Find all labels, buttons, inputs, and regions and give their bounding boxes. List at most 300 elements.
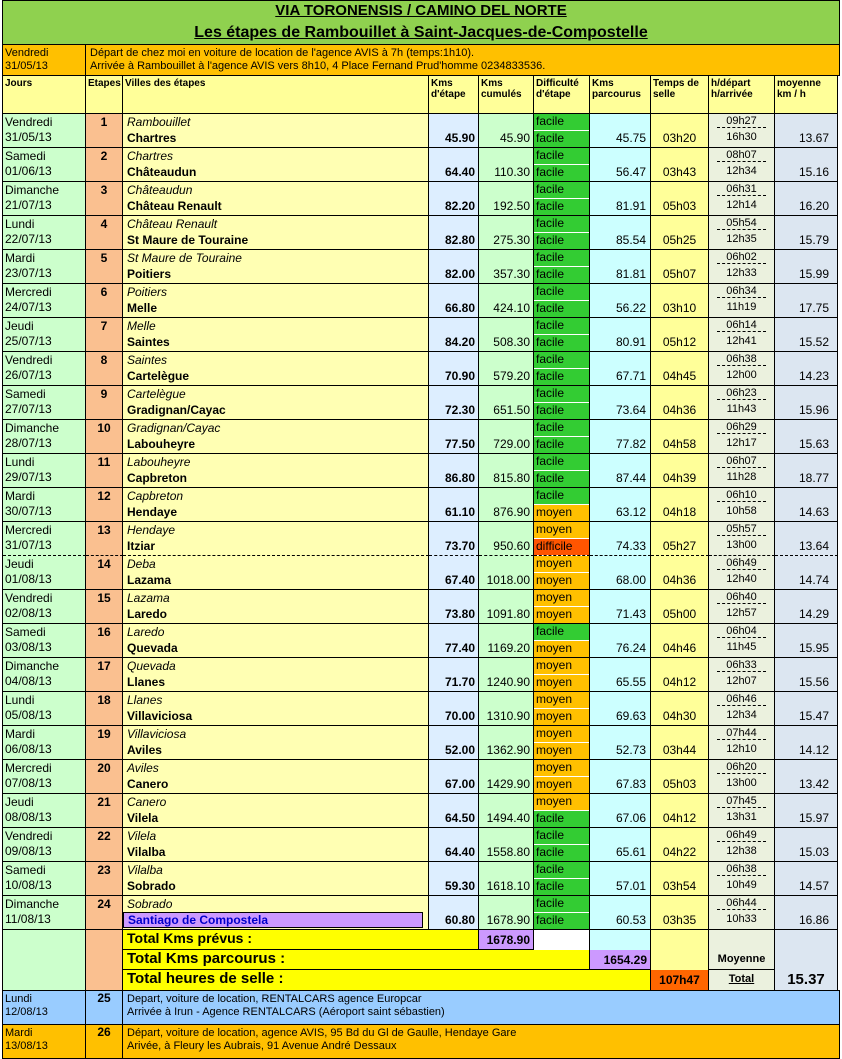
difficulty-badge: moyen bbox=[534, 658, 589, 674]
stage-row bbox=[2, 896, 840, 930]
return-text bbox=[123, 991, 840, 1025]
stage-hours bbox=[709, 726, 775, 760]
totals-blank bbox=[590, 930, 651, 950]
intro-day-cell bbox=[3, 45, 86, 75]
difficulty-badge: facile bbox=[534, 182, 589, 198]
difficulty-badge: facile bbox=[534, 369, 589, 385]
difficulty-badge: facile bbox=[534, 879, 589, 895]
stage-to: Santiago de Compostela bbox=[123, 912, 423, 928]
stage-difficulty bbox=[534, 862, 590, 896]
stage-temps-selle: 04h46 bbox=[651, 624, 709, 658]
stage-to: Vilela bbox=[127, 811, 159, 825]
stage-to: Sobrado bbox=[127, 879, 176, 893]
stage-km: 70.90 bbox=[429, 352, 479, 386]
stage-date: 07/08/13 bbox=[5, 776, 52, 790]
stage-km-cumul: 876.90 bbox=[479, 488, 534, 522]
stage-average: 14.63 bbox=[775, 488, 838, 522]
stage-temps-selle: 03h10 bbox=[651, 284, 709, 318]
stage-hours bbox=[709, 352, 775, 386]
stage-temps-selle: 04h36 bbox=[651, 556, 709, 590]
stage-day-cell bbox=[3, 692, 86, 726]
stage-to: Itziar bbox=[127, 539, 156, 553]
intro-text-cell bbox=[86, 45, 839, 75]
stage-km-parcourus: 67.06 bbox=[590, 794, 651, 828]
stage-number: 8 bbox=[86, 352, 123, 386]
stage-from: St Maure de Touraine bbox=[127, 251, 242, 265]
difficulty-badge: facile bbox=[534, 335, 589, 351]
stage-day: Vendredi bbox=[5, 591, 53, 605]
stage-km-parcourus: 87.44 bbox=[590, 454, 651, 488]
stage-departure: 06h23 bbox=[717, 387, 766, 400]
stage-row bbox=[2, 250, 840, 284]
moyenne-label: Moyenne bbox=[709, 950, 775, 970]
stage-number: 21 bbox=[86, 794, 123, 828]
total-kms-prevus-label: Total Kms prévus : bbox=[123, 930, 479, 950]
stage-arrival: 12h14 bbox=[726, 199, 757, 211]
stage-km-parcourus: 45.75 bbox=[590, 114, 651, 148]
stage-km: 86.80 bbox=[429, 454, 479, 488]
stage-day: Samedi bbox=[5, 387, 46, 401]
stage-day: Dimanche bbox=[5, 183, 60, 197]
stage-number: 19 bbox=[86, 726, 123, 760]
stage-day-cell bbox=[3, 114, 86, 148]
stage-hours bbox=[709, 828, 775, 862]
stage-temps-selle: 04h30 bbox=[651, 692, 709, 726]
stage-km-cumul: 1494.40 bbox=[479, 794, 534, 828]
stage-date: 26/07/13 bbox=[5, 368, 52, 382]
stage-cities bbox=[123, 692, 429, 726]
stage-temps-selle: 05h25 bbox=[651, 216, 709, 250]
stage-date: 27/07/13 bbox=[5, 402, 52, 416]
stage-arrival: 12h00 bbox=[726, 369, 757, 381]
return-number: 26 bbox=[86, 1025, 123, 1059]
stage-temps-selle: 03h54 bbox=[651, 862, 709, 896]
stage-to: Llanes bbox=[127, 675, 166, 689]
return-date: 12/08/13 bbox=[5, 1006, 48, 1018]
stage-cities bbox=[123, 386, 429, 420]
stage-km-cumul: 1678.90 bbox=[479, 896, 534, 930]
difficulty-badge: facile bbox=[534, 386, 589, 402]
stage-date: 11/08/13 bbox=[5, 912, 51, 926]
stage-cities bbox=[123, 148, 429, 182]
difficulty-badge: moyen bbox=[534, 760, 589, 776]
stage-average: 15.16 bbox=[775, 148, 838, 182]
stage-to: Aviles bbox=[127, 743, 162, 757]
difficulty-badge: facile bbox=[534, 216, 589, 232]
stage-day: Dimanche bbox=[5, 897, 60, 911]
stage-km: 77.40 bbox=[429, 624, 479, 658]
stage-arrival: 11h43 bbox=[726, 403, 757, 415]
stage-km: 64.40 bbox=[429, 148, 479, 182]
stage-arrival: 16h30 bbox=[726, 131, 757, 143]
itinerary-sheet bbox=[2, 0, 840, 1059]
difficulty-badge: moyen bbox=[534, 573, 589, 589]
stage-temps-selle: 05h03 bbox=[651, 182, 709, 216]
difficulty-badge: moyen bbox=[534, 641, 589, 657]
stage-day-cell bbox=[3, 862, 86, 896]
stage-km: 72.30 bbox=[429, 386, 479, 420]
stage-departure: 06h44 bbox=[717, 897, 766, 910]
stage-km-cumul: 192.50 bbox=[479, 182, 534, 216]
difficulty-badge: moyen bbox=[534, 607, 589, 623]
stage-km-cumul: 508.30 bbox=[479, 318, 534, 352]
header-jours: Jours bbox=[3, 76, 86, 114]
stage-difficulty bbox=[534, 760, 590, 794]
difficulty-badge: moyen bbox=[534, 709, 589, 725]
stage-departure: 06h14 bbox=[717, 319, 766, 332]
stage-difficulty bbox=[534, 114, 590, 148]
stage-day-cell bbox=[3, 556, 86, 590]
stage-to: Laredo bbox=[127, 607, 168, 621]
stage-day-cell bbox=[3, 760, 86, 794]
stage-departure: 06h49 bbox=[717, 557, 766, 570]
stage-from: Cartelègue bbox=[127, 387, 186, 401]
stage-average: 14.57 bbox=[775, 862, 838, 896]
totals-blank bbox=[651, 930, 709, 950]
stage-from: Labouheyre bbox=[127, 455, 191, 469]
stage-arrival: 13h00 bbox=[726, 777, 757, 789]
stage-day: Mercredi bbox=[5, 285, 52, 299]
stage-date: 03/08/13 bbox=[5, 640, 52, 654]
stage-day: Samedi bbox=[5, 149, 46, 163]
stage-departure: 06h34 bbox=[717, 285, 766, 298]
stage-from: Chartres bbox=[127, 149, 174, 163]
difficulty-badge: moyen bbox=[534, 505, 589, 521]
stage-from: Vilela bbox=[127, 829, 157, 843]
stage-hours bbox=[709, 284, 775, 318]
stage-day-cell bbox=[3, 454, 86, 488]
stage-row bbox=[2, 726, 840, 760]
stage-km-cumul: 651.50 bbox=[479, 386, 534, 420]
stage-day: Jeudi bbox=[5, 795, 34, 809]
stage-km-cumul: 1240.90 bbox=[479, 658, 534, 692]
return-line2: Arrivée à Irun - Agence RENTALCARS (Aéroport saint sébastien) bbox=[127, 1006, 445, 1018]
stage-day-cell bbox=[3, 318, 86, 352]
stage-km-cumul: 1558.80 bbox=[479, 828, 534, 862]
stage-km: 64.50 bbox=[429, 794, 479, 828]
stage-cities bbox=[123, 250, 429, 284]
stage-departure: 06h46 bbox=[717, 693, 766, 706]
difficulty-badge: facile bbox=[534, 403, 589, 419]
stage-to: Vilalba bbox=[127, 845, 166, 859]
return-line2: Arivée, à Fleury les Aubrais, 91 Avenue André Dessaux bbox=[127, 1040, 397, 1052]
stage-temps-selle: 03h43 bbox=[651, 148, 709, 182]
stage-date: 24/07/13 bbox=[5, 300, 52, 314]
header-etapes: Etapes bbox=[86, 76, 123, 114]
stage-km: 73.70 bbox=[429, 522, 479, 556]
stage-day-cell bbox=[3, 794, 86, 828]
stage-cities bbox=[123, 522, 429, 556]
totals-blank bbox=[651, 950, 709, 970]
stage-temps-selle: 05h12 bbox=[651, 318, 709, 352]
stage-day-cell bbox=[3, 828, 86, 862]
stage-km: 64.40 bbox=[429, 828, 479, 862]
stage-departure: 06h31 bbox=[717, 183, 766, 196]
stage-km-parcourus: 77.82 bbox=[590, 420, 651, 454]
stage-cities bbox=[123, 114, 429, 148]
stage-departure: 08h07 bbox=[717, 149, 766, 162]
stage-arrival: 11h28 bbox=[726, 471, 757, 483]
stage-average: 15.03 bbox=[775, 828, 838, 862]
stage-arrival: 12h34 bbox=[726, 165, 757, 177]
stage-cities bbox=[123, 318, 429, 352]
intro-line1: Départ de chez moi en voiture de location de l'agence AVIS à 7h (temps:1h10). bbox=[90, 47, 475, 59]
stage-temps-selle: 04h12 bbox=[651, 658, 709, 692]
stage-km-parcourus: 81.91 bbox=[590, 182, 651, 216]
difficulty-badge: facile bbox=[534, 267, 589, 283]
difficulty-badge: facile bbox=[534, 471, 589, 487]
stage-difficulty bbox=[534, 624, 590, 658]
stage-hours bbox=[709, 522, 775, 556]
stage-number: 14 bbox=[86, 556, 123, 590]
stage-km-cumul: 1362.90 bbox=[479, 726, 534, 760]
stage-km: 71.70 bbox=[429, 658, 479, 692]
stage-departure: 06h10 bbox=[717, 489, 766, 502]
stage-date: 05/08/13 bbox=[5, 708, 52, 722]
difficulty-badge: facile bbox=[534, 845, 589, 861]
totals-blank bbox=[775, 950, 838, 970]
stage-row bbox=[2, 182, 840, 216]
totals-spacer-et bbox=[86, 970, 123, 990]
difficulty-badge: moyen bbox=[534, 726, 589, 742]
difficulty-badge: moyen bbox=[534, 777, 589, 793]
intro-date: 31/05/13 bbox=[5, 60, 48, 72]
stage-day-cell bbox=[3, 284, 86, 318]
difficulty-badge: facile bbox=[534, 624, 589, 640]
stage-difficulty bbox=[534, 182, 590, 216]
stage-date: 31/05/13 bbox=[5, 130, 52, 144]
difficulty-badge: moyen bbox=[534, 556, 589, 572]
stage-cities bbox=[123, 794, 429, 828]
stage-km: 45.90 bbox=[429, 114, 479, 148]
stage-cities bbox=[123, 828, 429, 862]
stage-departure: 06h33 bbox=[717, 659, 766, 672]
stage-hours bbox=[709, 794, 775, 828]
stage-arrival: 10h33 bbox=[726, 913, 757, 925]
stage-difficulty bbox=[534, 420, 590, 454]
difficulty-badge: facile bbox=[534, 233, 589, 249]
stage-date: 01/06/13 bbox=[5, 164, 52, 178]
total-heures: 107h47 bbox=[651, 970, 709, 990]
stage-cities bbox=[123, 216, 429, 250]
stage-date: 02/08/13 bbox=[5, 606, 52, 620]
intro-row bbox=[2, 45, 840, 76]
stage-km-cumul: 275.30 bbox=[479, 216, 534, 250]
stage-hours bbox=[709, 420, 775, 454]
stage-number: 11 bbox=[86, 454, 123, 488]
return-line1: Départ, voiture de location, agence AVIS, 95 Bd du Gl de Gaulle, Hendaye Gare bbox=[127, 1027, 517, 1039]
stage-from: Sobrado bbox=[127, 897, 173, 911]
table-header bbox=[2, 76, 840, 114]
stage-day-cell bbox=[3, 896, 86, 930]
stage-difficulty bbox=[534, 522, 590, 556]
return-date: 13/08/13 bbox=[5, 1040, 48, 1052]
stage-km-cumul: 1091.80 bbox=[479, 590, 534, 624]
difficulty-badge: facile bbox=[534, 420, 589, 436]
total-label: Total bbox=[709, 970, 775, 990]
stage-km-parcourus: 56.47 bbox=[590, 148, 651, 182]
header-temps-selle: Temps de selle bbox=[651, 76, 709, 114]
stage-average: 16.20 bbox=[775, 182, 838, 216]
stage-km-parcourus: 76.24 bbox=[590, 624, 651, 658]
stage-row bbox=[2, 352, 840, 386]
stage-km: 82.00 bbox=[429, 250, 479, 284]
stage-average: 15.79 bbox=[775, 216, 838, 250]
stage-arrival: 13h00 bbox=[726, 539, 757, 551]
stage-from: Llanes bbox=[127, 693, 163, 707]
totals-blank bbox=[775, 930, 838, 950]
stage-km: 82.80 bbox=[429, 216, 479, 250]
stage-to: St Maure de Touraine bbox=[127, 233, 249, 247]
stage-date: 01/08/13 bbox=[5, 572, 52, 586]
stage-temps-selle: 03h44 bbox=[651, 726, 709, 760]
stage-day-cell bbox=[3, 420, 86, 454]
stage-hours bbox=[709, 692, 775, 726]
stage-km-parcourus: 74.33 bbox=[590, 522, 651, 556]
stage-temps-selle: 05h27 bbox=[651, 522, 709, 556]
stage-number: 13 bbox=[86, 522, 123, 556]
stage-average: 14.74 bbox=[775, 556, 838, 590]
stage-from: Melle bbox=[127, 319, 156, 333]
stage-temps-selle: 03h20 bbox=[651, 114, 709, 148]
stage-day: Mercredi bbox=[5, 523, 52, 537]
stage-hours bbox=[709, 386, 775, 420]
difficulty-badge: moyen bbox=[534, 675, 589, 691]
stage-date: 31/07/13 bbox=[5, 538, 52, 552]
stage-row bbox=[2, 284, 840, 318]
stage-km-parcourus: 60.53 bbox=[590, 896, 651, 930]
stage-km: 82.20 bbox=[429, 182, 479, 216]
total-kms-prevus: 1678.90 bbox=[479, 930, 534, 950]
stage-km-parcourus: 71.43 bbox=[590, 590, 651, 624]
stage-difficulty bbox=[534, 148, 590, 182]
stage-average: 15.95 bbox=[775, 624, 838, 658]
stage-number: 4 bbox=[86, 216, 123, 250]
stage-day: Mardi bbox=[5, 489, 36, 503]
stage-from: Rambouillet bbox=[127, 115, 191, 129]
stage-cities bbox=[123, 454, 429, 488]
stage-average: 17.75 bbox=[775, 284, 838, 318]
difficulty-badge: facile bbox=[534, 352, 589, 368]
stage-number: 24 bbox=[86, 896, 123, 930]
header-depart-arrivee: h/départ h/arrivée bbox=[709, 76, 775, 114]
totals-spacer bbox=[3, 970, 86, 990]
stage-day: Dimanche bbox=[5, 659, 60, 673]
stage-km: 84.20 bbox=[429, 318, 479, 352]
stage-km: 60.80 bbox=[429, 896, 479, 930]
stage-cities bbox=[123, 590, 429, 624]
total-heures-label: Total heures de selle : bbox=[123, 970, 651, 990]
stage-departure: 06h29 bbox=[717, 421, 766, 434]
stage-row bbox=[2, 454, 840, 488]
stage-departure: 07h44 bbox=[717, 727, 766, 740]
stage-day: Samedi bbox=[5, 625, 46, 639]
stage-number: 12 bbox=[86, 488, 123, 522]
stage-date: 22/07/13 bbox=[5, 232, 52, 246]
stage-km-parcourus: 57.01 bbox=[590, 862, 651, 896]
stage-row bbox=[2, 794, 840, 828]
stage-cities bbox=[123, 284, 429, 318]
stage-average: 13.67 bbox=[775, 114, 838, 148]
stage-row bbox=[2, 828, 840, 862]
stage-difficulty bbox=[534, 556, 590, 590]
stage-temps-selle: 04h36 bbox=[651, 386, 709, 420]
stage-hours bbox=[709, 658, 775, 692]
stage-day: Mardi bbox=[5, 251, 36, 265]
stage-km-parcourus: 81.81 bbox=[590, 250, 651, 284]
stage-departure: 06h02 bbox=[717, 251, 766, 264]
difficulty-badge: facile bbox=[534, 301, 589, 317]
stage-km-parcourus: 65.55 bbox=[590, 658, 651, 692]
difficulty-badge: facile bbox=[534, 454, 589, 470]
stage-number: 20 bbox=[86, 760, 123, 794]
stage-from: Quevada bbox=[127, 659, 176, 673]
stage-temps-selle: 05h00 bbox=[651, 590, 709, 624]
stage-day: Vendredi bbox=[5, 115, 53, 129]
stage-km-cumul: 357.30 bbox=[479, 250, 534, 284]
stage-cities bbox=[123, 624, 429, 658]
stage-row bbox=[2, 114, 840, 148]
stage-difficulty bbox=[534, 250, 590, 284]
totals-blank bbox=[534, 930, 590, 950]
stage-to: Châteaudun bbox=[127, 165, 197, 179]
stage-km: 61.10 bbox=[429, 488, 479, 522]
stage-km-cumul: 424.10 bbox=[479, 284, 534, 318]
stage-number: 6 bbox=[86, 284, 123, 318]
stage-day: Jeudi bbox=[5, 557, 34, 571]
stage-difficulty bbox=[534, 658, 590, 692]
stage-cities bbox=[123, 352, 429, 386]
stage-row bbox=[2, 556, 840, 590]
stage-to: Melle bbox=[127, 301, 158, 315]
stage-departure: 06h40 bbox=[717, 591, 766, 604]
stage-km-parcourus: 67.71 bbox=[590, 352, 651, 386]
difficulty-badge: facile bbox=[534, 811, 589, 827]
stage-to: Gradignan/Cayac bbox=[127, 403, 226, 417]
stage-day-cell bbox=[3, 182, 86, 216]
stage-row bbox=[2, 760, 840, 794]
stage-number: 16 bbox=[86, 624, 123, 658]
stage-from: Laredo bbox=[127, 625, 165, 639]
stage-departure: 05h57 bbox=[717, 523, 766, 536]
return-rows bbox=[2, 991, 840, 1059]
difficulty-badge: moyen bbox=[534, 522, 589, 538]
stage-km-parcourus: 65.61 bbox=[590, 828, 651, 862]
stage-from: Saintes bbox=[127, 353, 168, 367]
stage-day: Dimanche bbox=[5, 421, 60, 435]
stage-km-parcourus: 68.00 bbox=[590, 556, 651, 590]
difficulty-badge: facile bbox=[534, 318, 589, 334]
stage-temps-selle: 04h58 bbox=[651, 420, 709, 454]
stage-row bbox=[2, 590, 840, 624]
stage-average: 15.52 bbox=[775, 318, 838, 352]
stage-to: Quevada bbox=[127, 641, 178, 655]
return-day-cell bbox=[3, 1025, 86, 1059]
stage-day: Jeudi bbox=[5, 319, 34, 333]
stage-date: 08/08/13 bbox=[5, 810, 52, 824]
stage-km-cumul: 110.30 bbox=[479, 148, 534, 182]
stage-difficulty bbox=[534, 352, 590, 386]
stage-km-parcourus: 56.22 bbox=[590, 284, 651, 318]
stage-km-cumul: 815.80 bbox=[479, 454, 534, 488]
stage-arrival: 13h31 bbox=[726, 811, 757, 823]
stage-number: 17 bbox=[86, 658, 123, 692]
stage-km-cumul: 1169.20 bbox=[479, 624, 534, 658]
stage-to: Villaviciosa bbox=[127, 709, 193, 723]
stage-hours bbox=[709, 590, 775, 624]
total-kms-parcourus-label: Total Kms parcourus : bbox=[123, 950, 590, 970]
stage-day-cell bbox=[3, 352, 86, 386]
